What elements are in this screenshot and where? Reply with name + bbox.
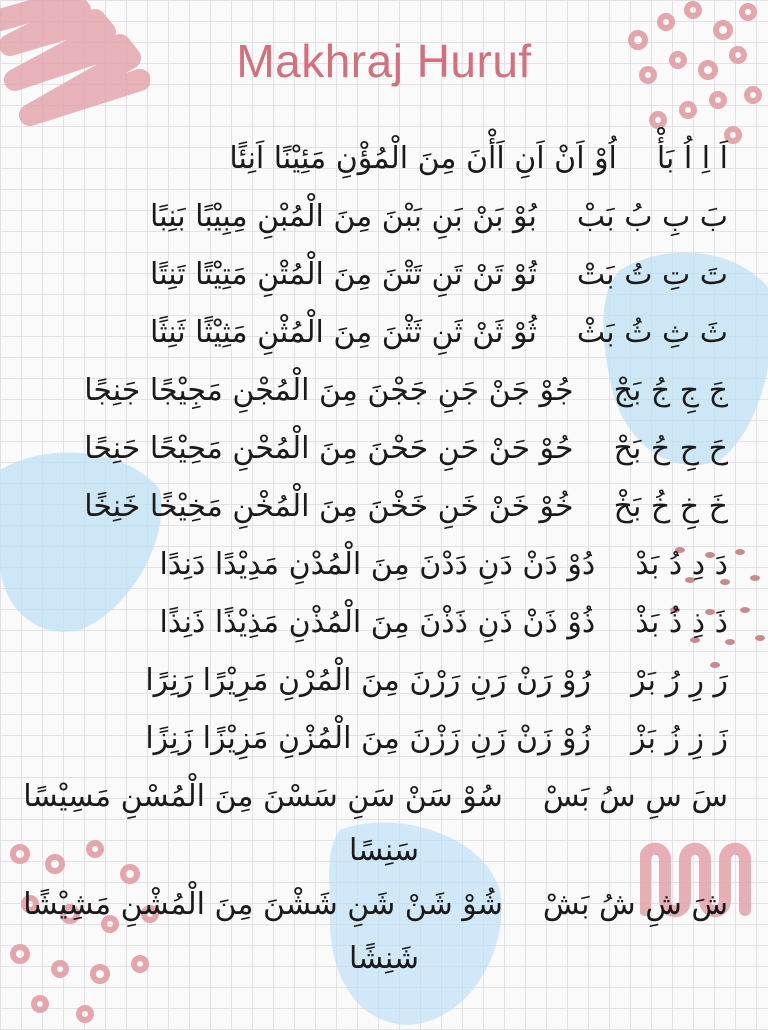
huruf-row <box>20 246 748 304</box>
makhraj-list <box>20 130 748 984</box>
huruf-letters: ذَ ذِ ذُ بَذْ <box>635 605 728 640</box>
huruf-row <box>20 188 748 246</box>
huruf-words: رُوْ رَنْ رَنِ رَرْنَ مِنَ الْمُرْنِ مَرِيْرًا رَنِرًا <box>145 663 592 698</box>
huruf-letters: دَ دِ دُ بَدْ <box>635 547 728 582</box>
huruf-words: شُوْ شَنْ شَنِ شَشْنَ مِنَ الْمُشْنِ مَشِيْشًا <box>23 887 503 922</box>
huruf-row <box>20 130 748 188</box>
huruf-letters: تَ تِ تُ بَتْ <box>576 257 728 292</box>
huruf-letters: حَ حِ حُ بَحْ <box>613 431 728 466</box>
huruf-words: ثُوْ ثَنْ ثَنِ ثَثْنَ مِنَ الْمُثْنِ مَثِيْثًا ثَنِثًا <box>150 315 537 350</box>
huruf-row <box>20 420 748 478</box>
huruf-words-continued: شَنِشًا <box>348 941 420 976</box>
huruf-letters: ثَ ثِ ثُ بَثْ <box>576 315 728 350</box>
huruf-row <box>20 536 748 594</box>
huruf-words: زُوْ زَنْ زَنِ زَزْنَ مِنَ الْمُزْنِ مَزِيْزًا زَنِزًا <box>145 721 592 756</box>
huruf-row <box>20 478 748 536</box>
huruf-row <box>20 362 748 420</box>
huruf-letters: رَ رِ رُ بَرْ <box>631 663 728 698</box>
huruf-row <box>20 768 748 826</box>
huruf-letters: شَ شِ شُ بَشْ <box>542 887 728 922</box>
huruf-letters: خَ خِ خُ بَخْ <box>613 489 728 524</box>
huruf-row <box>20 710 748 768</box>
huruf-words: ذُوْ ذَنْ ذَنِ ذَذْنَ مِنَ الْمُذْنِ مَذِيْذًا ذَنِذًا <box>159 605 596 640</box>
huruf-letters: بَ بِ بُ بَبْ <box>576 199 728 234</box>
huruf-row <box>20 304 748 362</box>
huruf-words-continued: سَنِسًا <box>348 833 420 868</box>
huruf-words: دُوْ دَنْ دَنِ دَدْنَ مِنَ الْمُدْنِ مَدِيْدًا دَنِدًا <box>159 547 596 582</box>
huruf-words: جُوْ جَنْ جَنِ جَجْنَ مِنَ الْمُجْنِ مَجِيْجًا جَنِجًا <box>84 373 574 408</box>
huruf-letters: اَ اِ اُ بَأْ <box>656 141 728 176</box>
huruf-letters: سَ سِ سُ بَسْ <box>542 779 728 814</box>
huruf-words: اُوْ اَنْ اَنِ اَأْنَ مِنَ الْمُؤْنِ مَئِيْنًا اَنِئًا <box>229 141 617 176</box>
huruf-words: سُوْ سَنْ سَنِ سَسْنَ مِنَ الْمُسْنِ مَسِيْسًا <box>23 779 503 814</box>
page-title: Makhraj Huruf <box>236 35 532 87</box>
huruf-words: حُوْ حَنْ حَنِ حَحْنَ مِنَ الْمُحْنِ مَحِيْحًا حَنِحًا <box>84 431 574 466</box>
huruf-words: خُوْ خَنْ خَنِ خَخْنَ مِنَ الْمُخْنِ مَخِيْخًا خَنِخًا <box>84 489 574 524</box>
huruf-letters: جَ جِ جُ بَجْ <box>613 373 728 408</box>
huruf-words: بُوْ بَنْ بَنِ بَبْنَ مِنَ الْمُبْنِ مِبِيْبًا بَنِبًا <box>150 199 537 234</box>
huruf-row <box>20 652 748 710</box>
huruf-words: تُوْ تَنْ تَنِ تَتْنَ مِنَ الْمُتْنِ مَتِيْتًا تَنِتًا <box>150 257 537 292</box>
huruf-row <box>20 876 748 934</box>
huruf-row <box>20 594 748 652</box>
huruf-letters: زَ زِ زُ بَزْ <box>631 721 728 756</box>
